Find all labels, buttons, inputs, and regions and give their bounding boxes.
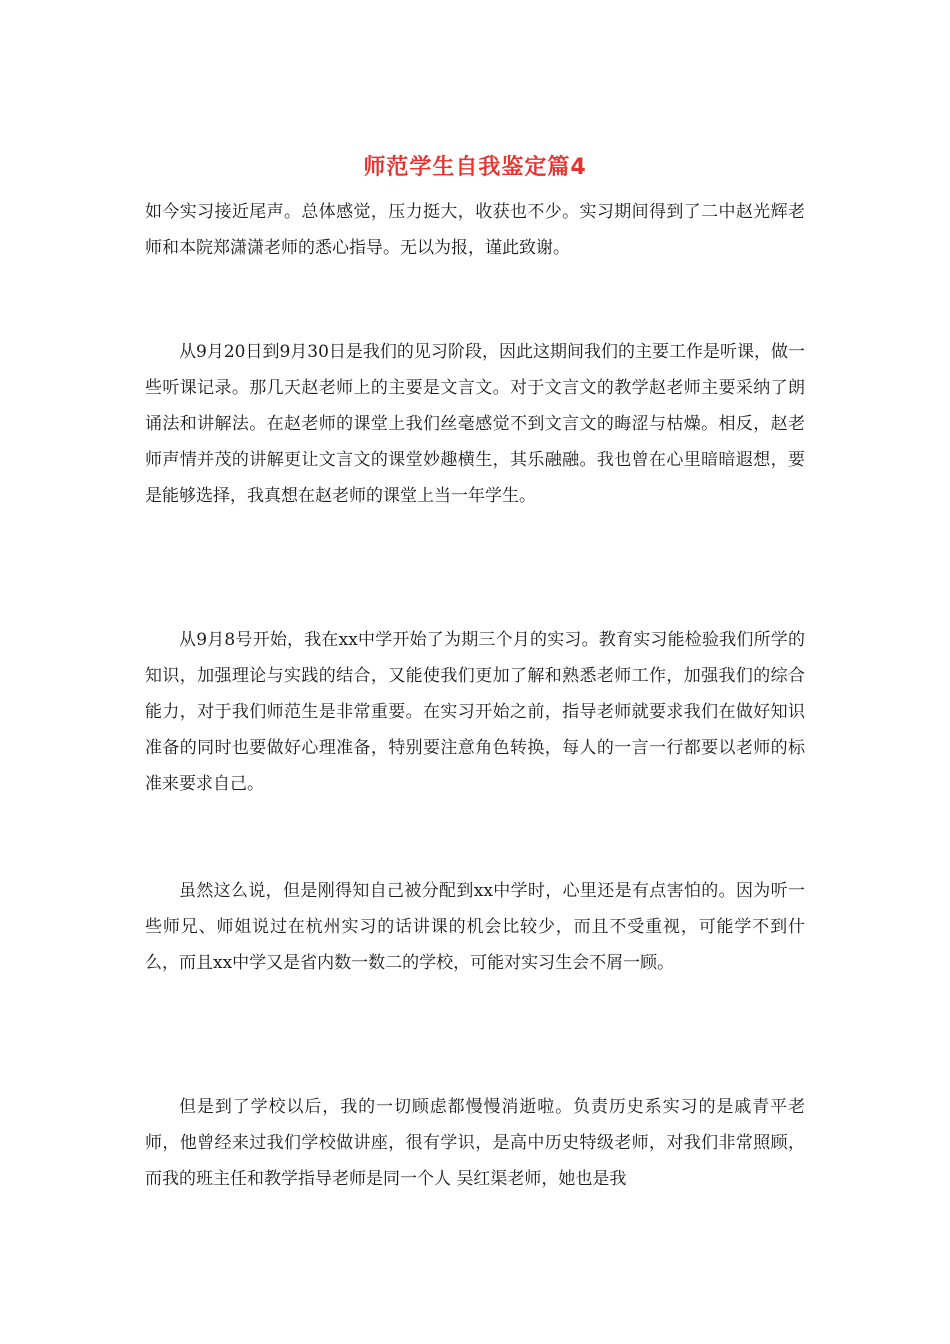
document-title: 师范学生自我鉴定篇4 bbox=[363, 155, 587, 180]
paragraph-observation-stage: 从9月20日到9月30日是我们的见习阶段，因此这期间我们的主要工作是听课，做一些听课记录。那几天赵老师上的主要是文言文。对于文言文的教学赵老师主要采纳了朗诵法和讲解法。在赵老师的课堂上我们丝毫感觉不到文言文的晦涩与枯燥。相反，赵老师声情并茂的讲解更让文言文的课堂妙趣横生，其乐融融。我也曾在心里暗暗遐想，要是能够选择，我真想在赵老师的课堂上当一年学生。 bbox=[145, 342, 805, 506]
paragraph-internship-start: 从9月8号开始，我在xx中学开始了为期三个月的实习。教育实习能检验我们所学的知识，加强理论与实践的结合，又能使我们更加了解和熟悉老师工作，加强我们的综合能力，对于我们师范生是非常重要。在实习开始之前，指导老师就要求我们在做好知识准备的同时也要做好心理准备，特别要注意角色转换，每人的一言一行都要以老师的标准来要求自己。 bbox=[145, 630, 805, 794]
paragraph-arrival-at-school: 但是到了学校以后，我的一切顾虑都慢慢消逝啦。负责历史系实习的是戚青平老师，他曾经来过我们学校做讲座，很有学识，是高中历史特级老师，对我们非常照顾，而我的班主任和教学指导老师是同一个人 吴红渠老师，她也是我 bbox=[145, 1097, 805, 1189]
paragraph-initial-worries: 虽然这么说，但是刚得知自己被分配到xx中学时，心里还是有点害怕的。因为听一些师兄、师姐说过在杭州实习的话讲课的机会比较少，而且不受重视，可能学不到什么，而且xx中学又是省内数一数二的学校，可能对实习生会不屑一顾。 bbox=[145, 881, 805, 973]
paragraph-acknowledgement: 如今实习接近尾声。总体感觉，压力挺大，收获也不少。实习期间得到了二中赵光辉老师和本院郑潇潇老师的悉心指导。无以为报，谨此致谢。 bbox=[145, 202, 805, 258]
